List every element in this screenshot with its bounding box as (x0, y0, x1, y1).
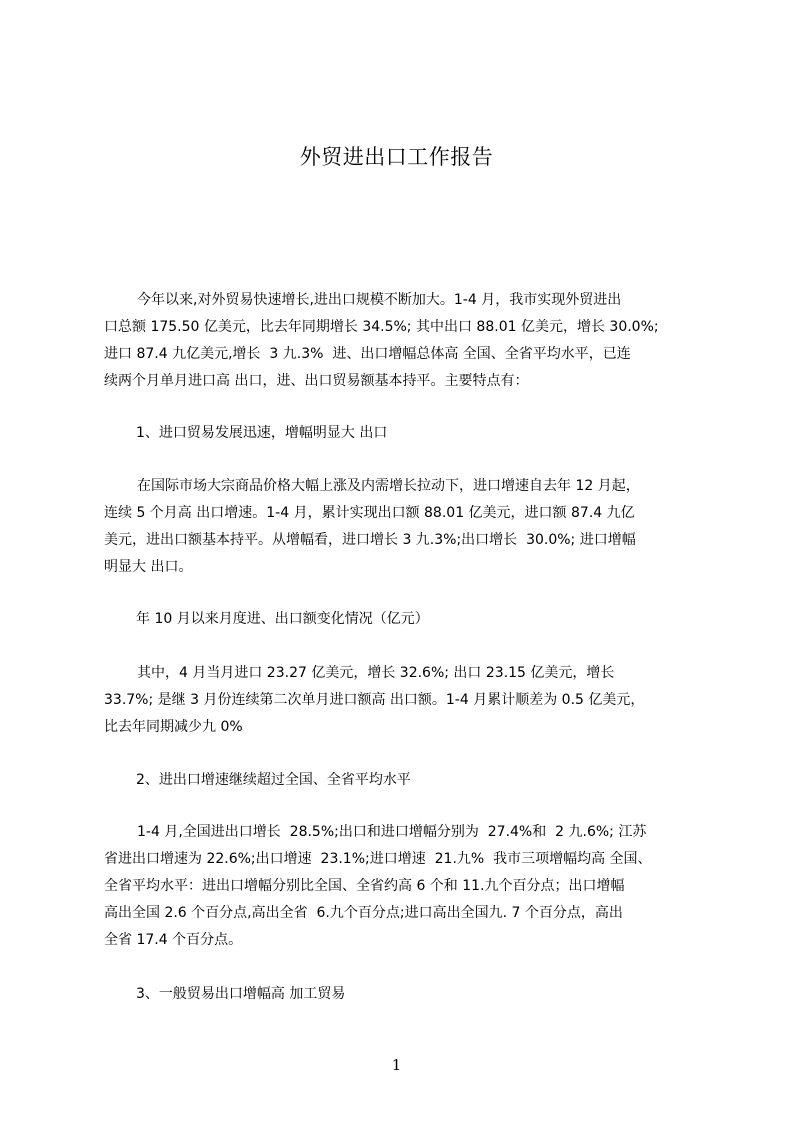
section-heading-3: 3、一般贸易出口增幅高 加工贸易 (136, 986, 346, 1002)
paragraph-growth-comparison (104, 819, 704, 954)
paragraph-line: 33.7%; 是继 3 月份连续第二次单月进口额高 出口额。1-4 月累计顺差为 0.5 亿美元， (104, 692, 645, 708)
chart-caption: 年 10 月以来月度进、出口额变化情况（亿元） (136, 611, 429, 627)
paragraph-line: 1-4 月,全国进出口增长 28.5%;出口和进口增幅分别为 27.4%和 2 九.6%; 江苏 (137, 824, 647, 840)
paragraph-line: 高出全国 2.6 个百分点,高出全省 6.九个百分点;进口高出全国九. 7 个百分点，高出 (104, 905, 623, 921)
paragraph-line: 连续 5 个月高 出口增速。1-4 月，累计实现出口额 88.01 亿美元，进口额 87.4 九亿 (104, 505, 635, 521)
paragraph-line: 续两个月单月进口高 出口，进、出口贸易额基本持平。主要特点有： (104, 373, 529, 389)
section-heading-2: 2、进出口增速继续超过全国、全省平均水平 (136, 772, 411, 788)
paragraph-line: 美元，进出口额基本持平。从增幅看，进口增长 3 九.3%;出口增长 30.0%; 进口增幅 (104, 532, 636, 548)
paragraph-line: 今年以来,对外贸易快速增长,进出口规模不断加大。1-4 月，我市实现外贸进出 (137, 292, 622, 308)
paragraph-line: 明显大 出口。 (104, 559, 193, 575)
paragraph-line: 全省平均水平：进出口增幅分别比全国、全省约高 6 个和 11.九个百分点；出口增幅 (104, 878, 625, 894)
paragraph-line: 进口 87.4 九亿美元,增长 3 九.3% 进、出口增幅总体高 全国、全省平均水平，已连 (104, 346, 631, 362)
paragraph-line: 在国际市场大宗商品价格大幅上涨及内需增长拉动下，进口增速自去年 12 月起， (137, 478, 640, 494)
paragraph-import-growth (104, 473, 704, 581)
paragraph-line: 全省 17.4 个百分点。 (104, 932, 243, 948)
paragraph-line: 口总额 175.50 亿美元，比去年同期增长 34.5%; 其中出口 88.01 亿美元，增长 30.0%; (104, 319, 659, 335)
paragraph-april-detail (104, 660, 704, 741)
paragraph-intro (104, 287, 704, 395)
page-number: 1 (391, 1056, 402, 1074)
paragraph-line: 比去年同期减少九 0% (104, 719, 243, 735)
section-heading-1: 1、进口贸易发展迅速，增幅明显大 出口 (136, 425, 388, 441)
document-title: 外贸进出口工作报告 (299, 145, 494, 169)
paragraph-line: 其中，4 月当月进口 23.27 亿美元，增长 32.6%; 出口 23.15 亿美元，增长 (137, 665, 615, 681)
paragraph-line: 省进出口增速为 22.6%;出口增速 23.1%;进口增速 21.九% 我市三项增幅均高 全国、 (104, 851, 652, 867)
